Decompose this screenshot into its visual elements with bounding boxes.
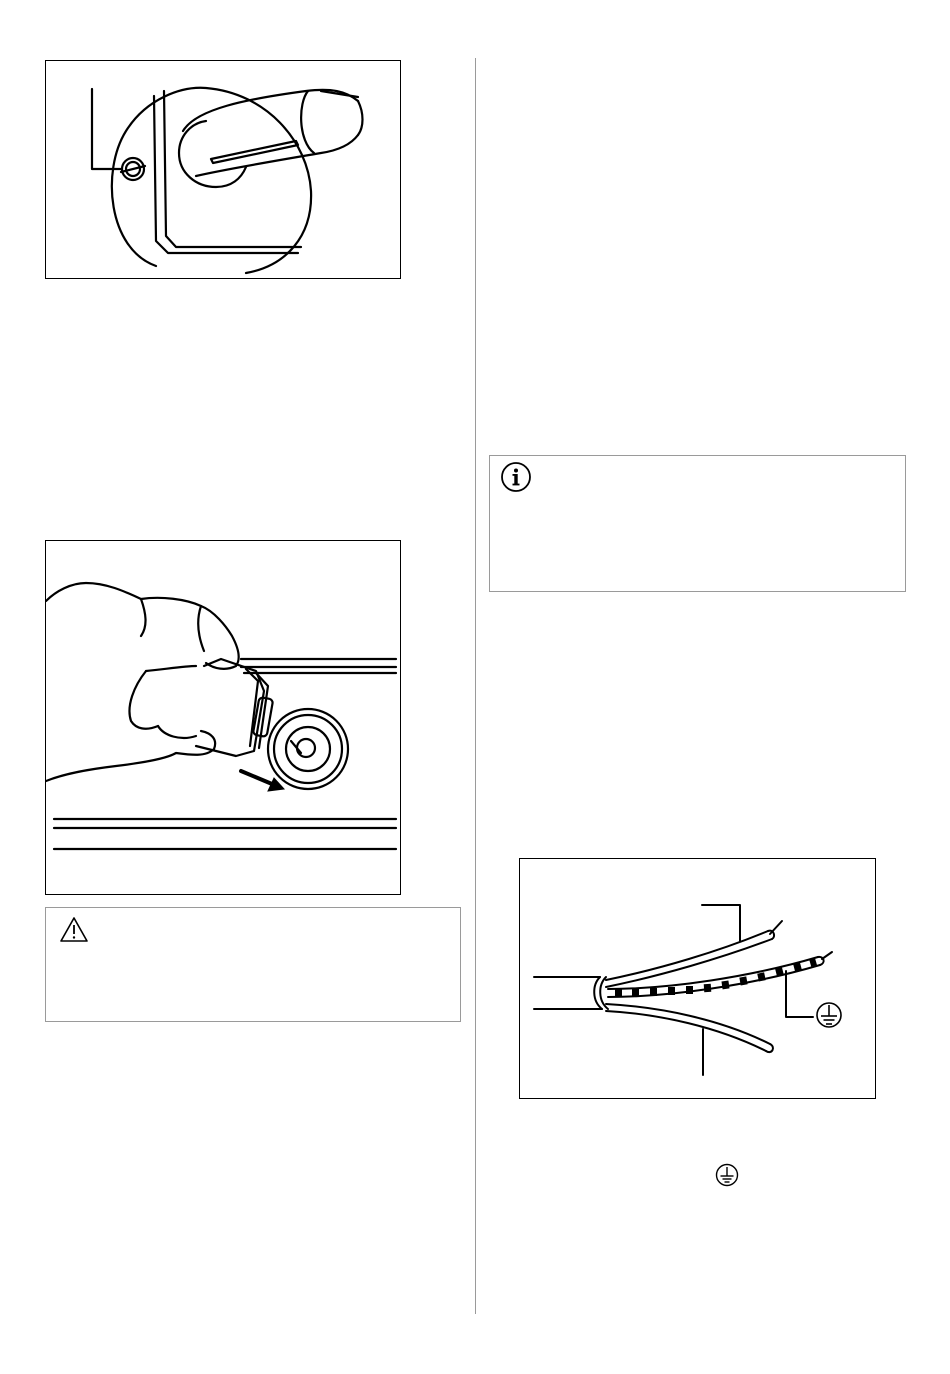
- bypass-screw-icon: [120, 156, 146, 182]
- warning-triangle-icon: [59, 916, 89, 943]
- earth-symbol-icon: [715, 1163, 739, 1187]
- cable-icon: [520, 859, 877, 1100]
- figure-knob-bypass-screw: [45, 60, 401, 279]
- warning-callout: [45, 907, 461, 1022]
- gas-knob-icon: [46, 61, 402, 280]
- spray-on-connection-drawing: [46, 541, 402, 896]
- figure-spray-on-connection: [45, 540, 401, 895]
- info-callout: [489, 455, 906, 592]
- earth-symbol-icon: [817, 1003, 841, 1027]
- info-icon: [500, 461, 532, 493]
- column-divider: [475, 58, 476, 1314]
- figure-supply-cable-wires: [519, 858, 876, 1099]
